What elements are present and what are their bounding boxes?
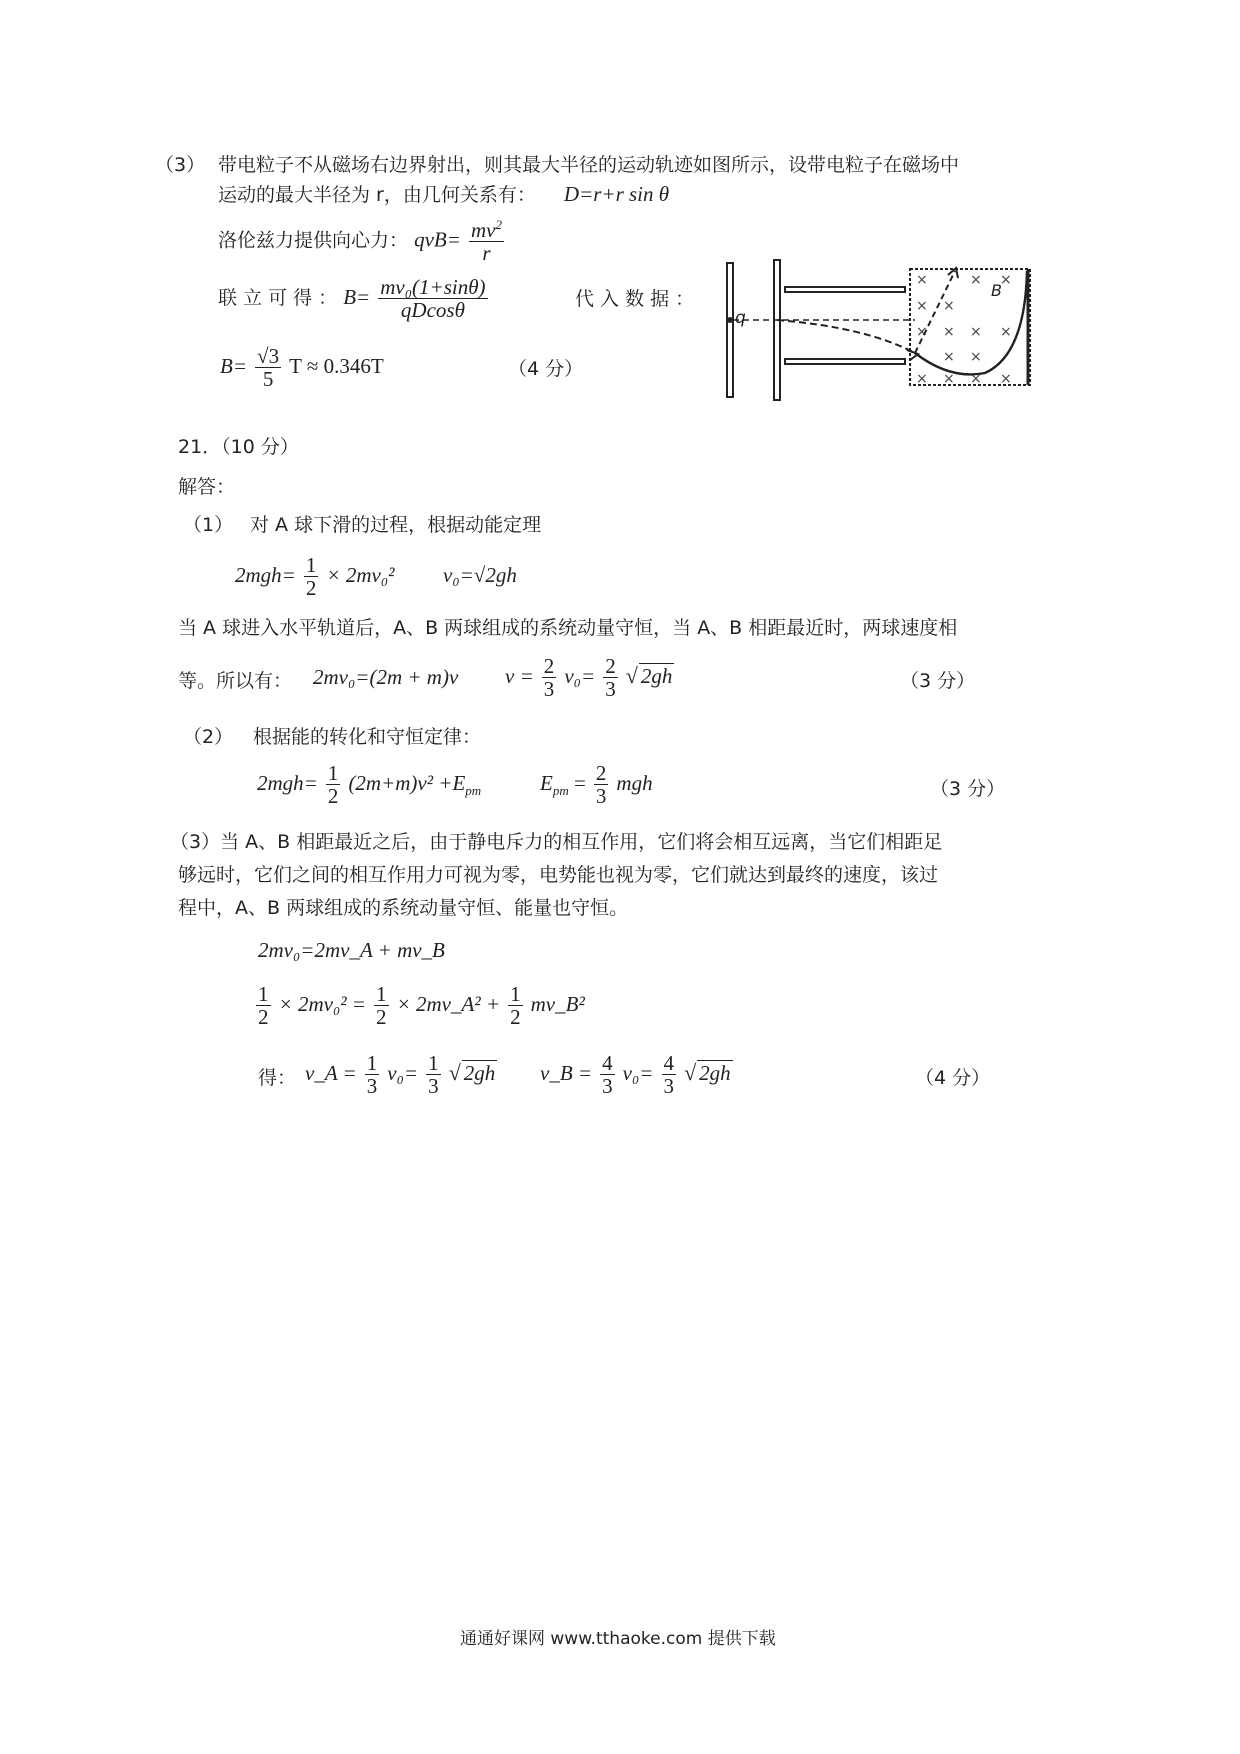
p1-eq1-rhs: × 2mv₀²: [326, 563, 395, 588]
p3-eq2-f2-den: 2: [376, 1005, 387, 1030]
p3-eq2-f2-num: 1: [376, 982, 387, 1006]
p3-vb-mid: v₀=: [622, 1061, 654, 1086]
p3-vb-lhs: v_B =: [540, 1061, 593, 1086]
result-num: √3: [257, 344, 280, 368]
result-fraction: [255, 345, 281, 390]
p3-eq1: 2mv₀=2mv_A + mv_B: [258, 938, 445, 962]
p3-eq2-c: mv_B²: [530, 992, 585, 1017]
sqrt-icon: √: [684, 1060, 697, 1086]
p2-eq2-lhs: E: [540, 771, 553, 796]
p1-eq4-f2-num: 2: [605, 654, 616, 678]
q21-title: 21．（10 分）: [178, 436, 299, 458]
cross-icon: ×: [970, 272, 982, 288]
result-den: 5: [262, 367, 274, 392]
p2-eq1-num: 1: [327, 761, 339, 785]
p1-eq4: [505, 655, 674, 700]
p1-number: （1）: [183, 514, 234, 536]
p2-eq1-rhs: (2m+m)v² +E: [348, 771, 466, 796]
p3-vb-f2-den: 3: [663, 1074, 675, 1099]
p3-eq2-fraction2: [374, 983, 389, 1028]
p3-va-fraction1: [365, 1052, 380, 1097]
p1-eq1-lhs: 2mgh=: [235, 563, 296, 588]
p3-va-f1-den: 3: [366, 1074, 378, 1099]
part3-number: （3）: [155, 154, 206, 176]
label-q: q: [735, 308, 746, 328]
p1-eq4-f1-den: 3: [543, 677, 555, 702]
p2-eq1-sub: pm: [465, 782, 482, 798]
result-score: （4 分）: [508, 358, 584, 380]
p3-vb-fraction2: [662, 1052, 677, 1097]
result-lhs: B=: [220, 354, 247, 379]
p2-score: （3 分）: [930, 778, 1006, 800]
p1-text: 对 A 球下滑的过程，根据动能定理: [250, 514, 542, 536]
p2-eq2-rhs: mgh: [616, 771, 653, 796]
p1-eq4-lhs: v =: [505, 664, 534, 689]
p3-get-label: 得：: [258, 1067, 297, 1089]
combine-den: qDcosθ: [400, 298, 465, 323]
part3-line2-text: 运动的最大半径为 r，由几何关系有：: [218, 184, 536, 206]
footer-text: 通通好课网 www.tthaoke.com 提供下载: [460, 1629, 776, 1649]
p2-eq2-num: 2: [595, 761, 607, 785]
p3-va-mid: v₀=: [387, 1061, 419, 1086]
cross-icon: ×: [916, 371, 928, 387]
p3-va-lhs: v_A =: [305, 1061, 357, 1086]
cross-icon: ×: [916, 272, 928, 288]
combine-fraction: [378, 276, 487, 321]
p3-va-f2-num: 1: [428, 1051, 439, 1075]
p1-eq4-fraction2: [603, 655, 618, 700]
lower-plate: [785, 359, 905, 364]
cross-icon: ×: [1000, 324, 1012, 340]
p3-vb-f1-den: 3: [602, 1074, 613, 1099]
p3-va-f2-den: 3: [428, 1074, 439, 1099]
p3-eq2-a: × 2mv₀² =: [278, 992, 366, 1017]
lorentz-row: [218, 218, 506, 264]
lorentz-label: 洛伦兹力提供向心力：: [218, 229, 409, 252]
cross-icon: ×: [943, 298, 955, 314]
p3-va-f1-num: 1: [366, 1051, 378, 1075]
p1-eq4-f2-den: 3: [605, 677, 616, 702]
p1-score: （3 分）: [900, 670, 976, 692]
middle-plate: [774, 260, 780, 400]
cross-icon: ×: [916, 324, 928, 340]
p1-eq1-num: 1: [305, 553, 317, 577]
p3-vb-f1-num: 4: [602, 1051, 613, 1075]
lorentz-den: r: [482, 241, 491, 266]
p3-eq2-f3-den: 2: [510, 1005, 521, 1030]
p1-eq2: v₀=√2gh: [443, 563, 517, 587]
cross-icon: ×: [970, 349, 982, 365]
cross-icon: ×: [1000, 272, 1012, 288]
p2-eq1-fraction: [326, 762, 341, 807]
p3-line2: 够远时，它们之间的相互作用力可视为零，电势能也视为零，它们就达到最终的速度，该过: [178, 864, 939, 886]
p3-eq2-fraction3: [508, 983, 523, 1028]
p1-eq4-mid: v₀=: [564, 664, 596, 689]
cross-icon: ×: [1000, 371, 1012, 387]
p2-eq1: [257, 762, 481, 807]
result-row: [220, 345, 384, 390]
p1-eq4-fraction1: [542, 655, 557, 700]
p3-va-sqrt: 2gh: [463, 1061, 496, 1086]
p3-eq2-f3-num: 1: [510, 982, 521, 1006]
cross-icon: ×: [943, 324, 955, 340]
p2-eq2: [540, 762, 653, 807]
p3-vb-sqrt: 2gh: [699, 1061, 731, 1086]
lorentz-lhs: qvB=: [414, 227, 461, 252]
cross-icon: ×: [916, 298, 928, 314]
p3-line3: 程中，A、B 两球组成的系统动量守恒、能量也守恒。: [178, 897, 629, 919]
cross-icon: ×: [970, 324, 982, 340]
p1-eq1: [235, 554, 394, 599]
geometry-equation: D=r+r sin θ: [563, 182, 670, 206]
p2-eq1-den: 2: [327, 784, 339, 809]
label-B: B: [991, 281, 1002, 300]
p3-vb-f2-num: 4: [663, 1051, 675, 1075]
combine-num: mv₀(1+sinθ): [380, 275, 486, 299]
p2-eq2-den: 3: [595, 784, 607, 809]
cross-icon: ×: [943, 371, 955, 387]
combine-label: 联 立 可 得 ：: [218, 287, 338, 310]
combine-lhs: B=: [343, 285, 371, 310]
p2-eq2-eq: =: [568, 771, 586, 796]
p2-eq2-fraction: [594, 762, 609, 807]
p3-eq2-f1-den: 2: [258, 1005, 269, 1030]
p3-eq2: [254, 983, 585, 1028]
upper-plate: [785, 287, 905, 292]
lorentz-num: mv: [470, 218, 496, 242]
p1-eq4-sqrt: 2gh: [640, 664, 673, 689]
p3-line1: （3）当 A、B 相距最近之后，由于静电斥力的相互作用，它们将会相互远离，当它们相距足: [170, 831, 943, 853]
particle-dot: [727, 317, 733, 323]
combine-row: [218, 276, 490, 321]
lorentz-fraction: [469, 218, 504, 264]
p1-eq1-fraction: [304, 554, 319, 599]
p3-vb-fraction1: [600, 1052, 615, 1097]
p3-eq2-b: × 2mv_A² +: [396, 992, 501, 1017]
part3-line2: [218, 180, 669, 207]
part3-line1: 带电粒子不从磁场右边界射出，则其最大半径的运动轨迹如图所示，设带电粒子在磁场中: [218, 154, 960, 176]
result-rhs: T ≈ 0.346T: [289, 354, 384, 379]
p1-line3: 当 A 球进入水平轨道后，A、B 两球组成的系统动量守恒，当 A、B 相距最近时，两球速度相: [178, 617, 958, 639]
p3-score: （4 分）: [915, 1067, 991, 1089]
q21-answer-label: 解答：: [178, 476, 236, 498]
sqrt-icon: √: [448, 1060, 461, 1086]
p1-eq1-den: 2: [305, 576, 317, 601]
p2-text: 根据能的转化和守恒定律：: [253, 726, 482, 748]
lorentz-sup: 2: [495, 217, 502, 232]
p1-line4: 等。所以有：: [178, 670, 293, 692]
p3-va-fraction2: [426, 1052, 441, 1097]
left-plate: [727, 263, 733, 397]
p1-eq4-f1-num: 2: [543, 654, 555, 678]
p3-vb-eq: [540, 1052, 733, 1097]
sqrt-icon: √: [625, 663, 638, 689]
deflected-path: [777, 320, 915, 353]
p1-eq3: 2mv₀=(2m + m)v: [313, 665, 459, 689]
cross-icon: ×: [970, 371, 982, 387]
particle-trajectory-diagram: [715, 255, 1040, 405]
p2-number: （2）: [183, 726, 234, 748]
p3-va-eq: [305, 1052, 497, 1097]
p2-eq2-sub: pm: [552, 782, 569, 798]
p3-eq2-f1-num: 1: [258, 982, 269, 1006]
p2-eq1-lhs: 2mgh=: [257, 771, 318, 796]
substitute-label: 代 入 数 据 ：: [575, 288, 695, 310]
p3-eq2-fraction1: [256, 983, 271, 1028]
cross-icon: ×: [943, 349, 955, 365]
